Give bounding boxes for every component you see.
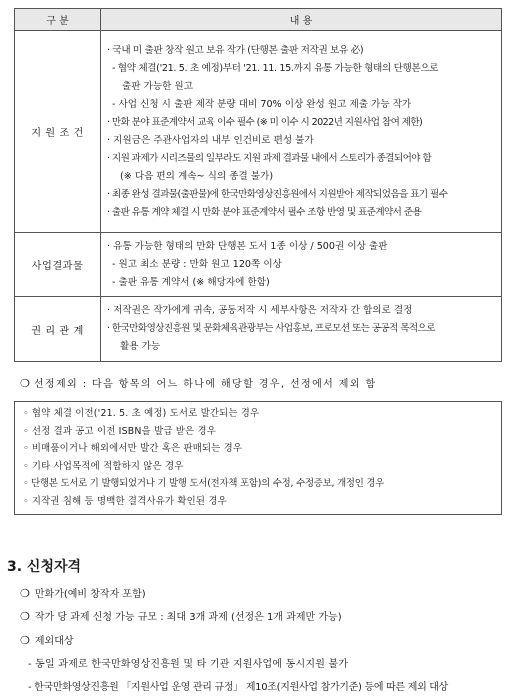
content-line: - 사업 신청 시 출판 제작 분량 대비 70% 이상 완성 원고 제출 가능 작가	[112, 98, 412, 110]
content-line: · 지원 과제가 시리즈물의 일부라도 지원 과제 결과물 내에서 스토리가 종결되어야 함	[107, 152, 432, 164]
content-line: · 유통 가능한 형태의 만화 단행본 도서 1종 이상 / 500권 이상 출판	[107, 240, 388, 252]
exclusion-item: ◦ 비매품이거나 해외에서만 발간 혹은 판매되는 경우	[23, 443, 243, 455]
content-line: - 협약 체결('21. 5. 초 예정)부터 '21. 11. 15.까지 유통 가능한 형태의 단행본으로	[112, 62, 439, 74]
qualification-text: 제외대상	[34, 636, 74, 647]
exclusion-item: ◦ 선정 결과 공고 이전 ISBN을 발급 받은 경우	[23, 425, 216, 437]
row-category: 사업결과물	[15, 233, 101, 297]
circle-bullet-icon: ❍	[20, 377, 30, 390]
header-category: 구 분	[15, 9, 101, 31]
circle-bullet-icon: ❍	[20, 634, 30, 647]
exclusion-box	[14, 401, 502, 515]
exclusion-item: ◦ 기타 사업목적에 적합하지 않은 경우	[23, 460, 184, 472]
content-line: · 한국만화영상진흥원 및 문화체육관광부는 사업홍보, 프로모션 또는 공공적 목적으로	[107, 323, 435, 334]
qualification-text: 작가 당 과제 신청 가능 규모 : 최대 3개 과제 (선정은 1개 과제만 가능)	[34, 612, 342, 623]
row-content	[101, 31, 502, 233]
row-category: 권 리 관 계	[15, 297, 101, 362]
row-content	[101, 233, 502, 297]
qualification-item	[20, 632, 74, 647]
table-row	[15, 297, 502, 362]
section-title: 3. 신청자격	[7, 559, 82, 575]
qualification-text: 만화가(예비 창작자 포함)	[34, 589, 146, 600]
content-line: (※ 다음 편의 계속~ 식의 종결 불가)	[120, 170, 274, 182]
exclusion-target-item: - 한국만화영상진흥원 「지원사업 운영 관리 규정」 제10조(지원사업 참가기준) 등에 따른 제외 대상	[28, 682, 449, 693]
content-line: 출판 가능한 원고	[122, 80, 193, 92]
circle-bullet-icon: ❍	[20, 587, 30, 600]
table-row	[15, 233, 502, 297]
content-line: - 원고 최소 분량 : 만화 원고 120쪽 이상	[112, 258, 282, 270]
content-line: · 국내 미 출판 창작 원고 보유 작가 (단행본 출판 저작권 보유 必)	[107, 44, 364, 56]
table-header-row	[15, 9, 502, 31]
content-line: - 출판 유통 계약서 (※ 해당자에 한함)	[112, 276, 270, 288]
content-line: · 지원금은 주관사업자의 내부 인건비로 편성 불가	[107, 134, 314, 146]
content-line: 활용 가능	[120, 341, 161, 352]
table-row	[15, 31, 502, 233]
exclusion-text: 선정제외 : 다음 항목의 어느 하나에 해당할 경우, 선정에서 제외 함	[33, 379, 377, 390]
content-line: · 저작권은 작가에게 귀속, 공동저작 시 세부사항은 저작자 간 합의로 결정	[107, 305, 413, 316]
content-line: · 최종 완성 결과물(출판물)에 한국만화영상진흥원에서 지원받아 제작되었음을 표기 필수	[107, 188, 448, 200]
content-line: · 만화 분야 표준계약서 교육 이수 필수 (※ 미 이수 시 2022년 지원사업 참여 제한)	[107, 116, 423, 128]
exclusion-item: ◦ 단행본 도서로 기 발행되었거나 기 발행 도서(전자책 포함)의 수정, 수정증보, 개정인 경우	[23, 478, 385, 490]
exclusion-item: ◦ 지작권 침해 등 명백한 결격사유가 확인된 경우	[23, 495, 227, 507]
header-content: 내 용	[101, 9, 502, 31]
circle-bullet-icon: ❍	[20, 610, 30, 623]
exclusion-target-item: - 동일 과제로 한국만화영상진흥원 및 타 기관 지원사업에 동시지원 불가	[28, 659, 349, 670]
content-line: · 출판 유통 계약 체결 시 만화 분야 표준계약서 필수 조항 반영 및 표준계약서 준용	[107, 206, 422, 218]
qualification-item	[20, 585, 146, 600]
qualification-item	[20, 608, 342, 623]
row-category: 지 원 조 건	[15, 31, 101, 233]
exclusion-item: ◦ 협약 체결 이전('21. 5. 초 예정) 도서로 발간되는 경우	[23, 408, 260, 419]
exclusion-heading	[20, 375, 377, 390]
support-conditions-table	[14, 8, 502, 362]
row-content	[101, 297, 502, 362]
